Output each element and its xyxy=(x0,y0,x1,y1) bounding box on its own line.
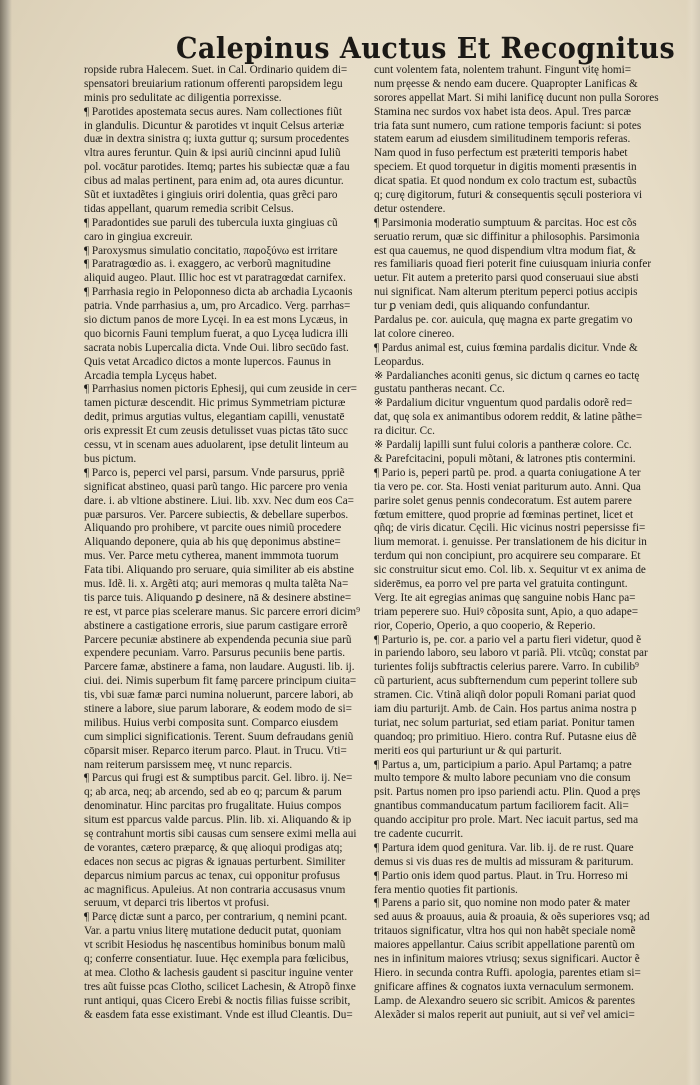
text-line: patria. Vnde parrhasius a, um, pro Arcadico. Verg. parrhas= xyxy=(84,300,351,313)
text-line: Leopardus. xyxy=(374,355,425,368)
text-line: multo tempore & multo labore pecuniam vno die consum xyxy=(374,772,631,785)
text-line: qñq; de viris dicatur. Cęcili. Hic vicinus nostri pepersisse fi= xyxy=(374,522,646,535)
text-line: minis pro sedulitate ac diligentia porrexisse. xyxy=(84,91,282,104)
text-line: tis, vbi suæ famæ parci numina noluerunt, parcere labori, ab xyxy=(84,689,354,702)
text-line: gnantibus commanducatum partum faciliorem facit. Ali= xyxy=(374,800,629,813)
text-line: ¶ Partio onis idem quod partus. Plaut. in Tru. Horreso mi xyxy=(374,869,628,882)
text-line: expendere pecuniam. Varro. Parsurus pecuniis bene partis. xyxy=(84,647,346,660)
text-line: cum simplici significationis. Terent. Suum defraudans geniũ xyxy=(84,730,354,743)
text-line: vt scribit Hesiodus hę nascentibus hominibus bonum malũ xyxy=(84,939,346,952)
text-line: mus. Idẽ. li. x. Argẽti atq; auri memoras q multa talẽta Na= xyxy=(84,577,349,590)
text-line: caro in gingiua excreuir. xyxy=(84,230,193,243)
text-line: sorores appellat Mart. Si mihi lanificę ducunt non pulla Sorores xyxy=(374,91,659,104)
text-line: tamen picturæ descendit. Hic primus Symmetriam picturæ xyxy=(84,397,346,410)
text-line: Hiero. in secunda contra Ruffi. apologia, parentes etiam si= xyxy=(374,966,641,979)
text-line: pol. vocātur parotides. Itemq; partes his subiectæ quæ a fau xyxy=(84,161,350,174)
page-gutter-shadow xyxy=(0,0,12,1085)
text-line: & easdem fata esse existimant. Vnde est illud Cleantis. Du= xyxy=(84,1008,353,1021)
text-line: tria fata sunt numero, cum ratione temporis faciunt: si potes xyxy=(374,119,642,132)
text-line: tis parce tuis. Aliquando ꝑ desinere, nā & desinere abstine= xyxy=(84,591,352,604)
text-line: ¶ Parens a pario sit, quo nomine non modo pater & mater xyxy=(374,897,631,910)
text-line: maiores appellantur. Caius scribit appellatione parentũ om xyxy=(374,939,635,952)
text-line: fera mentio quoties fit partionis. xyxy=(374,883,518,896)
text-line: tur ꝑ veniam dedi, quis aliquando confundantur. xyxy=(374,300,590,313)
text-line: vltra aures feruntur. Quin & ipsi auriũ cincinni apud Iuliũ xyxy=(84,147,341,160)
text-line: cũ parturient, acus subfternendum cum peperint tollere sub xyxy=(374,675,638,688)
text-line: turientes folijs subftractis celerius parere. Varro. In cubilib⁹ xyxy=(374,661,639,674)
text-line: rior, Coperio, Operio, a quo cooperio, & Reperio. xyxy=(374,619,596,632)
text-line: nui significat. Nam alterum pteritum peperci potius accipis xyxy=(374,286,638,299)
text-line: stinere a labore, siue parum laborare, & eodem modo de si= xyxy=(84,702,352,715)
text-line: Parcere pecuniæ abstinere ab expendenda pecunia siue parũ xyxy=(84,633,352,646)
text-line: dedit, primus argutias vultus, elegantiam capilli, venustatē xyxy=(84,411,345,424)
text-line: meriti eos qui parturiunt ur & qui parturit. xyxy=(374,744,562,757)
text-line: turiat, nec solum parturiat, sed etiam pariat. Ponitur tamen xyxy=(374,716,635,729)
text-line: seruatio rerum, quæ sic diffinitur a philosophis. Parsimonia xyxy=(374,230,640,243)
text-line: Pardalus pe. cor. auicula, quę magna ex parte gregatim vo xyxy=(374,314,633,327)
text-line: nam reiterum parsissem meę, vt nunc reparcis. xyxy=(84,758,293,771)
text-line: de vorantes, cætero præparcę, & quę alioqui prodigas atq; xyxy=(84,841,343,854)
text-line: significat abstineo, quasi parũ tango. Hic parcere pro venia xyxy=(84,480,348,493)
text-line: ¶ Paradontides sue paruli des tubercula iuxta gingiuas cũ xyxy=(84,216,338,229)
text-line: ¶ Parturio is, pe. cor. a pario vel a partu fieri videtur, quod ẽ xyxy=(374,633,642,646)
text-line: ¶ Parco is, peperci vel parsi, parsum. Vnde parsurus, ppriẽ xyxy=(84,466,345,479)
text-line: sed auus & proauus, auia & proauia, & oẽs superiores vsq; ad xyxy=(374,911,650,924)
text-line: dicat spatia. Et quod nondum ex colo tractum est, subactũs xyxy=(374,175,637,188)
text-line: triam peperere suo. Huiꝰ cõposita sunt, Apio, a quo adape= xyxy=(374,605,639,618)
text-line: denominatur. Hinc parcitas pro frugalitate. Huius compos xyxy=(84,800,342,813)
text-line: uetur. Fit autem a preterito parsi quod conseruaui siue absti xyxy=(374,272,639,285)
text-line: lium memorat. i. genuisse. Per translationem de his dicitur in xyxy=(374,536,647,549)
text-line: statem earum ad eiusdem similitudinem temporis referas. xyxy=(374,133,631,146)
text-line: aliquid augeo. Plaut. Illic hoc est vt paratragœdat carnifex. xyxy=(84,272,346,285)
text-line: parire solet genus pennis condecoratum. Est autem parere xyxy=(374,494,632,507)
text-line: num pręesse & nendo eam ducere. Quapropter Lanificas & xyxy=(374,77,638,90)
text-line: quandoq; pro primitiuo. Hiero. contra Ruf. Putasne eius dẽ xyxy=(374,730,637,743)
left-text-column xyxy=(84,64,384,1064)
text-line: Arcadia templa Lycęus habet. xyxy=(84,369,217,382)
text-line: cōparsit miser. Reparco iterum parco. Plaut. in Trucu. Vti= xyxy=(84,744,347,757)
text-line: deparcus nimium parcus ac tenax, cui opponitur profusus xyxy=(84,869,341,882)
text-line: ¶ Paratragœdio as. i. exaggero, ac verborũ magnitudine xyxy=(84,258,331,271)
text-line: Lamp. de Alexandro seuero sic scribit. Amicos & parentes xyxy=(374,994,635,1007)
text-line: nes in infinitum maiores vtriusq; sexus significari. Auctor ẽ xyxy=(374,953,640,965)
text-line: siderēmus, ea porro vel pre parta vel gratuita contingunt. xyxy=(374,577,628,590)
text-line: ※ Pardalianches aconiti genus, sic dictum q carnes eo tactę xyxy=(374,369,640,382)
text-line: edaces non secus ac pigras & ignauas perturbent. Similiter xyxy=(84,855,346,868)
text-line: speciem. Et quod torquetur in digitis momenti præsentis in xyxy=(374,161,637,174)
text-line: re est, vt parce pias scelerare manus. Sic parcere errori dicim⁹ xyxy=(84,605,360,618)
text-line: tidas appellant, quarum remedia scribit Celsus. xyxy=(84,202,294,215)
text-line: detur ostendere. xyxy=(374,202,446,215)
text-line: ¶ Pario is, peperi partũ pe. prod. a quarta coniugatione A ter xyxy=(374,466,641,479)
text-line: cibus ad malas pertinent, para enim ad, ota aures dicuntur. xyxy=(84,175,344,188)
text-line: est qua cauemus, ne quod dispendium vltra modum fiat, & xyxy=(374,244,636,257)
text-line: quando accipitur pro prole. Mart. Nec iacuit partus, sed ma xyxy=(374,814,639,827)
text-line: sę contrahunt mortis sibi causas cum sensere eximi mella aui xyxy=(84,827,357,840)
text-line: tre cadente cucurrit. xyxy=(374,827,464,840)
text-line: Var. a partu vnius literę mutatione deducit putat, quoniam xyxy=(84,925,342,938)
text-line: bus pictum. xyxy=(84,452,137,465)
text-line: res familiaris quoad fieri poterit fine cuiusquam iniuria confer xyxy=(374,258,652,271)
text-line: oris expressit Et cum zeusis detulisset vuas pictas tāto succ xyxy=(84,425,348,438)
text-line: Aliquando pro prohibere, vt parcite oues nimiũ procedere xyxy=(84,522,342,535)
page-edge-shadow xyxy=(686,0,700,1085)
text-line: demus si vis duas res de multis ad missuram & pariturum. xyxy=(374,855,634,868)
text-line: ciui. dei. Nimis superbum fit famę parcere principum ciuita= xyxy=(84,675,357,688)
text-line: ¶ Parotides apostemata secus aures. Nam collectiones fiũt xyxy=(84,105,342,118)
text-line: runt antiqui, quas Cicero Erebi & noctis filias fuisse scribit, xyxy=(84,994,351,1007)
text-line: Nam quod in fuso perfectum est præteriti temporis habet xyxy=(374,147,628,160)
text-line: Alexãder si malos reperit aut puniuit, aut si ver̃ vel amici= xyxy=(374,1008,635,1021)
text-line: ¶ Paroxysmus simulatio concitatio, παροξύνω est irritare xyxy=(84,244,338,257)
text-line: ¶ Parcus qui frugi est & sumptibus parcit. Gel. libro. ij. Ne= xyxy=(84,772,353,785)
text-line: tia vero pe. cor. Sta. Hosti veniat pariturum auto. Anni. Qua xyxy=(374,480,641,493)
text-line: duæ in dextra sinistra q; iuxta guttur q; sursum procedentes xyxy=(84,133,350,146)
text-line: terdum qui non concipiunt, pro acquirere seu comparare. Et xyxy=(374,550,641,563)
text-line: sio dictum panos de more Lycęi. In ea est mons Lycæus, in xyxy=(84,314,348,327)
text-line: mus. Ver. Parce metu cytherea, manent immmota tuorum xyxy=(84,550,339,563)
text-line: dare. i. ab vltione abstinere. Liui. lib. xxv. Nec dum eos Ca= xyxy=(84,494,354,507)
text-line: Fata tibi. Aliquando pro seruare, quia similiter ab eis abstine xyxy=(84,564,354,577)
text-line: ac magnificus. Apuleius. At non contraria accusasus vnum xyxy=(84,883,346,896)
text-line: at mea. Clotho & lachesis gaudent si pascitur inguine venter xyxy=(84,966,354,979)
text-line: cessu, vt in scenam aues aduolarent, ipse detulit linteum au xyxy=(84,439,349,452)
text-line: ¶ Parrhasia regio in Peloponneso dicta ab archadia Lycaonis xyxy=(84,286,353,299)
text-line: Parcere famæ, abstinere a fama, non laudare. Augusti. lib. ij. xyxy=(84,661,355,674)
text-line: in glandulis. Dicuntur & parotides vt inquit Celsus arteriæ xyxy=(84,119,345,132)
text-line: quo bicornis Fauni templum fuerat, a quo Lycęa ludicra illi xyxy=(84,327,349,340)
text-line: ¶ Partus a, um, participium a pario. Apul Partamq; a patre xyxy=(374,758,632,771)
text-line: & Parefcitacini, populi mõtani, & latrones ptis contermini. xyxy=(374,452,636,465)
text-line: gustatu pantheras necant. Cc. xyxy=(374,383,505,396)
text-line: ¶ Pardus animal est, cuius fœmina pardalis dicitur. Vnde & xyxy=(374,341,638,354)
running-header-title: Calepinus Auctus Et Recognitus xyxy=(176,31,676,65)
text-line: tritauos significatur, vltra hos qui non habẽt speciale nomẽ xyxy=(374,925,636,938)
text-line: stramen. Cic. Vtinã aliqñ dolor populi Romani pariat quod xyxy=(374,689,636,702)
text-line: Aliquando deponere, quia ab his quę deponimus abstine= xyxy=(84,536,341,549)
text-line: tres aũt fuisse pcas Clotho, scilicet Lachesin, & Atropõ finxe xyxy=(84,980,356,993)
text-line: lat colore cinereo. xyxy=(374,327,455,340)
text-line: psit. Partus nomen pro ipso pariendi actu. Plin. Quod a pręs xyxy=(374,786,641,799)
text-line: iam diu parturijt. Amb. de Cain. Hos partus anima nostra p xyxy=(374,702,637,715)
text-line: ra dicitur. Cc. xyxy=(374,425,435,438)
text-line: cunt volentem fata, nolentem trahunt. Fingunt vitę homi= xyxy=(374,64,632,76)
text-line: dat, quę sola ex animantibus odorem reddit, & latine pãthe= xyxy=(374,411,643,424)
text-line: in pariendo laboro, seu laboro vt pariã. Pli. vtcũq; constat par xyxy=(374,647,648,660)
text-line: puæ parsuros. Ver. Parcere subiectis, & debellare superbos. xyxy=(84,508,349,521)
text-line: milibus. Huius verbi composita sunt. Comparco eiusdem xyxy=(84,716,339,729)
right-text-column xyxy=(374,64,678,1064)
text-line: ropside rubra Halecem. Suet. in Cal. Ordinario quidem di= xyxy=(84,64,348,76)
text-line: Sũt et iuxtadẽtes i gingiuis oriri dolentia, quas grẽci paro xyxy=(84,189,338,202)
text-line: gnificare affines & cognatos iuxta vernaculum sermonem. xyxy=(374,980,634,993)
text-line: ¶ Parcę dictæ sunt a parco, per contrarium, q nemini pcant. xyxy=(84,911,348,924)
text-line: ※ Pardalium dicitur vnguentum quod pardalis odorẽ red= xyxy=(374,397,633,410)
text-line: sic construitur sicut emo. Col. lib. x. Sequitur vt ex anima de xyxy=(374,564,646,577)
text-line: seruum, vt deparci tris libertos vt profusi. xyxy=(84,897,270,910)
text-line: sacrata nobis Lupercalia dicta. Vnde Oui. libro secūdo fast. xyxy=(84,341,349,354)
text-line: situm est pparcus valde parcus. Plin. lib. xi. Aliquando & ip xyxy=(84,814,352,827)
text-line: spensatori breuiarium rationum offerenti paropsidem legu xyxy=(84,77,343,90)
text-line: ¶ Parsimonia moderatio sumptuum & parcitas. Hoc est cõs xyxy=(374,216,637,229)
text-line: abstinere a castigatione erroris, siue parum castigare errorẽ xyxy=(84,619,348,632)
text-line: ¶ Parrhasius nomen pictoris Ephesij, qui cum zeuside in cer= xyxy=(84,383,357,396)
text-line: fœtum emittere, quod proprie ad fœminas pertinet, licet et xyxy=(374,508,634,521)
text-line: Quis vetat Arcadico dictos a monte lupercos. Faunus in xyxy=(84,355,332,368)
text-line: q; conferre consentiatur. Iuue. Hęc exempla para fœlicibus, xyxy=(84,953,349,965)
text-line: q; curę digitorum, futuri & consequentis sęculi posteriora vi xyxy=(374,189,643,202)
text-line: Verg. Ite ait egregias animas quę sanguine nobis Hanc pa= xyxy=(374,591,636,604)
text-line: ¶ Partura idem quod genitura. Var. lib. ij. de re rust. Quare xyxy=(374,841,634,854)
text-line: ※ Pardalij lapilli sunt fului coloris a pantheræ colore. Cc. xyxy=(374,439,632,452)
text-line: q; ab arca, neq; ab arcendo, sed ab eo q; parcum & parum xyxy=(84,786,342,799)
text-line: Stamina nec surdos vox habet ista deos. Apul. Tres parcæ xyxy=(374,105,631,118)
